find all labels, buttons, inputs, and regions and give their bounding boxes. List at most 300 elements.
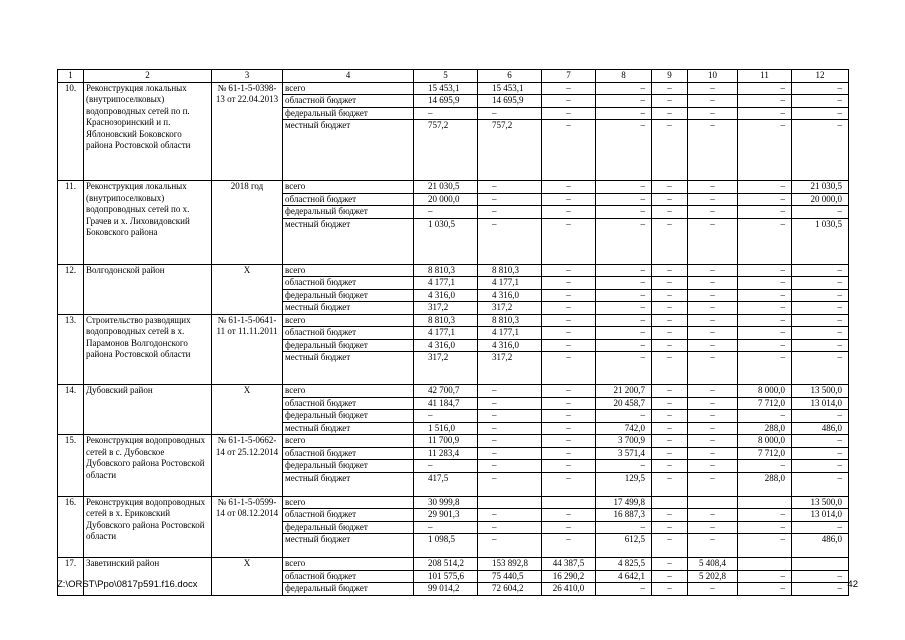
- value-cell: –: [688, 277, 738, 290]
- value-cell: –: [478, 107, 542, 120]
- value-cell: [738, 558, 792, 571]
- funding-source: местный бюджет: [283, 422, 414, 435]
- value-cell: –: [652, 352, 688, 385]
- value-cell: –: [738, 460, 792, 473]
- value-cell: –: [688, 264, 738, 277]
- value-cell: –: [542, 385, 596, 398]
- funding-source: местный бюджет: [283, 120, 414, 181]
- value-cell: 4 316,0: [478, 289, 542, 302]
- value-cell: 4 177,1: [478, 327, 542, 340]
- value-cell: 29 901,3: [414, 509, 478, 522]
- value-cell: –: [542, 410, 596, 423]
- funding-source: федеральный бюджет: [283, 107, 414, 120]
- value-cell: –: [688, 302, 738, 315]
- value-cell: –: [792, 289, 849, 302]
- value-cell: –: [738, 289, 792, 302]
- value-cell: 99 014,2: [414, 583, 478, 596]
- value-cell: –: [688, 339, 738, 352]
- row-number: 17.: [58, 558, 84, 596]
- value-cell: 153 892,8: [478, 558, 542, 571]
- funding-source: всего: [283, 558, 414, 571]
- value-cell: –: [596, 82, 652, 95]
- value-cell: –: [738, 302, 792, 315]
- row-number: 11.: [58, 181, 84, 265]
- value-cell: 317,2: [478, 302, 542, 315]
- funding-source: федеральный бюджет: [283, 460, 414, 473]
- funding-source: областной бюджет: [283, 397, 414, 410]
- row-number: 14.: [58, 385, 84, 435]
- value-cell: –: [792, 583, 849, 596]
- page-number: 42: [847, 579, 858, 590]
- value-cell: 42 700,7: [414, 385, 478, 398]
- value-cell: –: [652, 82, 688, 95]
- value-cell: –: [478, 397, 542, 410]
- value-cell: –: [738, 95, 792, 108]
- value-cell: 41 184,7: [414, 397, 478, 410]
- value-cell: 8 000,0: [738, 435, 792, 448]
- value-cell: 4 825,5: [596, 558, 652, 571]
- value-cell: –: [688, 107, 738, 120]
- value-cell: –: [652, 385, 688, 398]
- value-cell: 13 500,0: [792, 496, 849, 509]
- value-cell: 14 695,9: [478, 95, 542, 108]
- value-cell: –: [688, 583, 738, 596]
- value-cell: –: [596, 410, 652, 423]
- value-cell: 30 999,8: [414, 496, 478, 509]
- table-header: [58, 70, 849, 83]
- value-cell: 4 177,1: [414, 327, 478, 340]
- value-cell: –: [596, 289, 652, 302]
- value-cell: 8 810,3: [478, 314, 542, 327]
- value-cell: –: [652, 264, 688, 277]
- value-cell: 11 283,4: [414, 447, 478, 460]
- value-cell: –: [596, 107, 652, 120]
- value-cell: –: [542, 314, 596, 327]
- value-cell: –: [688, 422, 738, 435]
- value-cell: –: [478, 509, 542, 522]
- value-cell: –: [792, 460, 849, 473]
- value-cell: [792, 558, 849, 571]
- value-cell: 757,2: [414, 120, 478, 181]
- value-cell: 13 014,0: [792, 509, 849, 522]
- funding-source: всего: [283, 314, 414, 327]
- funding-source: местный бюджет: [283, 534, 414, 558]
- funding-source: областной бюджет: [283, 447, 414, 460]
- row-name: Заветинский район: [84, 558, 212, 596]
- value-cell: 317,2: [414, 302, 478, 315]
- value-cell: –: [652, 397, 688, 410]
- row-name: Дубовский район: [84, 385, 212, 435]
- value-cell: 5 408,4: [688, 558, 738, 571]
- funding-source: федеральный бюджет: [283, 410, 414, 423]
- funding-source: областной бюджет: [283, 570, 414, 583]
- table-row: [58, 82, 849, 95]
- header-cell: 3: [212, 70, 283, 83]
- value-cell: –: [542, 509, 596, 522]
- funding-source: всего: [283, 264, 414, 277]
- value-cell: –: [542, 302, 596, 315]
- funding-source: федеральный бюджет: [283, 206, 414, 219]
- table-row: [58, 385, 849, 398]
- value-cell: 1 030,5: [792, 218, 849, 264]
- funding-source: всего: [283, 496, 414, 509]
- value-cell: –: [738, 534, 792, 558]
- value-cell: 20 458,7: [596, 397, 652, 410]
- value-cell: 5 202,8: [688, 570, 738, 583]
- value-cell: –: [738, 277, 792, 290]
- value-cell: [738, 496, 792, 509]
- value-cell: –: [542, 193, 596, 206]
- value-cell: –: [738, 193, 792, 206]
- value-cell: –: [596, 583, 652, 596]
- value-cell: 20 000,0: [792, 193, 849, 206]
- funding-source: всего: [283, 385, 414, 398]
- value-cell: –: [652, 95, 688, 108]
- value-cell: –: [596, 314, 652, 327]
- value-cell: –: [542, 82, 596, 95]
- value-cell: –: [414, 107, 478, 120]
- value-cell: –: [542, 181, 596, 194]
- value-cell: 288,0: [738, 422, 792, 435]
- value-cell: –: [738, 107, 792, 120]
- value-cell: –: [652, 509, 688, 522]
- value-cell: –: [688, 327, 738, 340]
- value-cell: –: [738, 509, 792, 522]
- value-cell: –: [596, 339, 652, 352]
- value-cell: –: [738, 521, 792, 534]
- value-cell: 20 000,0: [414, 193, 478, 206]
- value-cell: –: [478, 410, 542, 423]
- value-cell: –: [688, 193, 738, 206]
- value-cell: 208 514,2: [414, 558, 478, 571]
- value-cell: –: [792, 264, 849, 277]
- value-cell: –: [596, 193, 652, 206]
- value-cell: –: [688, 82, 738, 95]
- row-name: Строительство разводящих водопроводных сетей в х. Парамонов Волгодонского района Ростовской области: [84, 314, 212, 385]
- budget-table: [57, 69, 849, 596]
- funding-source: областной бюджет: [283, 277, 414, 290]
- value-cell: –: [596, 206, 652, 219]
- value-cell: –: [478, 193, 542, 206]
- header-cell: 2: [84, 70, 212, 83]
- header-row: [58, 70, 849, 83]
- value-cell: –: [652, 583, 688, 596]
- value-cell: –: [688, 314, 738, 327]
- value-cell: –: [792, 206, 849, 219]
- value-cell: 4 177,1: [414, 277, 478, 290]
- value-cell: –: [688, 410, 738, 423]
- value-cell: 21 030,5: [414, 181, 478, 194]
- value-cell: –: [652, 558, 688, 571]
- value-cell: 1 030,5: [414, 218, 478, 264]
- value-cell: –: [738, 352, 792, 385]
- value-cell: –: [478, 385, 542, 398]
- value-cell: –: [792, 277, 849, 290]
- value-cell: –: [542, 120, 596, 181]
- value-cell: –: [792, 120, 849, 181]
- header-cell: 10: [688, 70, 738, 83]
- value-cell: –: [596, 95, 652, 108]
- value-cell: –: [738, 583, 792, 596]
- value-cell: –: [688, 352, 738, 385]
- value-cell: –: [652, 435, 688, 448]
- value-cell: –: [792, 314, 849, 327]
- value-cell: –: [542, 447, 596, 460]
- funding-source: федеральный бюджет: [283, 289, 414, 302]
- funding-source: всего: [283, 435, 414, 448]
- value-cell: –: [738, 327, 792, 340]
- value-cell: –: [652, 570, 688, 583]
- value-cell: –: [738, 410, 792, 423]
- value-cell: 21 200,7: [596, 385, 652, 398]
- row-name: Реконструкция локальных (внутрипоселковых) водопроводных сетей по х. Грачев и х. Лиховидовский Боковского района: [84, 181, 212, 265]
- funding-source: местный бюджет: [283, 472, 414, 496]
- value-cell: –: [652, 218, 688, 264]
- value-cell: –: [542, 435, 596, 448]
- value-cell: –: [542, 107, 596, 120]
- value-cell: –: [596, 460, 652, 473]
- table-row: [58, 496, 849, 509]
- header-cell: 12: [792, 70, 849, 83]
- value-cell: –: [542, 521, 596, 534]
- funding-source: федеральный бюджет: [283, 583, 414, 596]
- value-cell: 101 575,6: [414, 570, 478, 583]
- value-cell: 4 642,1: [596, 570, 652, 583]
- value-cell: –: [478, 472, 542, 496]
- value-cell: –: [542, 460, 596, 473]
- value-cell: –: [792, 570, 849, 583]
- value-cell: –: [478, 521, 542, 534]
- value-cell: –: [688, 181, 738, 194]
- funding-source: местный бюджет: [283, 218, 414, 264]
- value-cell: –: [652, 120, 688, 181]
- value-cell: –: [688, 460, 738, 473]
- value-cell: 317,2: [478, 352, 542, 385]
- header-cell: 6: [478, 70, 542, 83]
- value-cell: –: [792, 410, 849, 423]
- value-cell: –: [542, 289, 596, 302]
- value-cell: –: [542, 422, 596, 435]
- value-cell: –: [542, 95, 596, 108]
- row-document: № 61-1-5-0599-14 от 08.12.2014: [212, 496, 283, 558]
- value-cell: –: [738, 181, 792, 194]
- value-cell: [478, 496, 542, 509]
- value-cell: –: [688, 218, 738, 264]
- value-cell: –: [688, 447, 738, 460]
- value-cell: –: [652, 181, 688, 194]
- row-name: Реконструкция водопроводных сетей в с. Дубовское Дубовского района Ростовской области: [84, 435, 212, 497]
- value-cell: –: [688, 472, 738, 496]
- value-cell: –: [652, 339, 688, 352]
- row-number: 13.: [58, 314, 84, 385]
- funding-source: всего: [283, 181, 414, 194]
- row-document: № 61-1-5-0662-14 от 25.12.2014: [212, 435, 283, 497]
- value-cell: –: [738, 82, 792, 95]
- value-cell: –: [652, 460, 688, 473]
- value-cell: –: [792, 95, 849, 108]
- value-cell: [652, 496, 688, 509]
- row-number: 12.: [58, 264, 84, 314]
- value-cell: –: [652, 107, 688, 120]
- value-cell: 8 000,0: [738, 385, 792, 398]
- value-cell: –: [688, 385, 738, 398]
- row-document: № 61-1-5-0398-13 от 22.04.2013: [212, 82, 283, 181]
- row-document: Х: [212, 264, 283, 314]
- value-cell: 17 499,8: [596, 496, 652, 509]
- row-name: Волгодонской район: [84, 264, 212, 314]
- value-cell: –: [478, 181, 542, 194]
- table-body: [58, 82, 849, 595]
- value-cell: –: [414, 460, 478, 473]
- row-document: № 61-1-5-0641-11 от 11.11.2011: [212, 314, 283, 385]
- value-cell: [688, 496, 738, 509]
- value-cell: [542, 496, 596, 509]
- value-cell: 8 810,3: [414, 314, 478, 327]
- header-cell: 1: [58, 70, 84, 83]
- value-cell: 15 453,1: [414, 82, 478, 95]
- table-row: [58, 181, 849, 194]
- value-cell: –: [792, 82, 849, 95]
- value-cell: 16 887,3: [596, 509, 652, 522]
- value-cell: 4 316,0: [414, 339, 478, 352]
- funding-source: областной бюджет: [283, 193, 414, 206]
- value-cell: 3 700,9: [596, 435, 652, 448]
- value-cell: 288,0: [738, 472, 792, 496]
- value-cell: 612,5: [596, 534, 652, 558]
- header-cell: 4: [283, 70, 414, 83]
- value-cell: –: [688, 534, 738, 558]
- value-cell: –: [542, 352, 596, 385]
- value-cell: –: [792, 352, 849, 385]
- funding-source: местный бюджет: [283, 302, 414, 315]
- value-cell: –: [652, 314, 688, 327]
- value-cell: –: [792, 327, 849, 340]
- value-cell: –: [688, 206, 738, 219]
- value-cell: –: [542, 339, 596, 352]
- row-name: Реконструкция локальных (внутрипоселковых) водопроводных сетей по п. Краснозоринский и п. Яблоновский Боковского района Ростовской области: [84, 82, 212, 181]
- value-cell: 13 500,0: [792, 385, 849, 398]
- value-cell: –: [652, 277, 688, 290]
- value-cell: 26 410,0: [542, 583, 596, 596]
- value-cell: –: [414, 206, 478, 219]
- value-cell: –: [688, 120, 738, 181]
- value-cell: –: [596, 352, 652, 385]
- value-cell: –: [652, 472, 688, 496]
- value-cell: –: [652, 422, 688, 435]
- value-cell: 15 453,1: [478, 82, 542, 95]
- row-document: 2018 год: [212, 181, 283, 265]
- funding-source: федеральный бюджет: [283, 521, 414, 534]
- funding-source: федеральный бюджет: [283, 339, 414, 352]
- row-number: 15.: [58, 435, 84, 497]
- value-cell: –: [478, 460, 542, 473]
- value-cell: –: [688, 509, 738, 522]
- value-cell: –: [688, 435, 738, 448]
- value-cell: 3 571,4: [596, 447, 652, 460]
- value-cell: –: [652, 206, 688, 219]
- value-cell: –: [792, 302, 849, 315]
- value-cell: –: [542, 277, 596, 290]
- value-cell: –: [738, 570, 792, 583]
- value-cell: –: [738, 264, 792, 277]
- value-cell: 1 098,5: [414, 534, 478, 558]
- value-cell: –: [792, 472, 849, 496]
- value-cell: 75 440,5: [478, 570, 542, 583]
- value-cell: 14 695,9: [414, 95, 478, 108]
- value-cell: –: [542, 397, 596, 410]
- value-cell: –: [738, 314, 792, 327]
- value-cell: 742,0: [596, 422, 652, 435]
- funding-source: областной бюджет: [283, 95, 414, 108]
- value-cell: –: [478, 447, 542, 460]
- row-document: Х: [212, 385, 283, 435]
- value-cell: 21 030,5: [792, 181, 849, 194]
- value-cell: –: [542, 327, 596, 340]
- table-row: [58, 435, 849, 448]
- value-cell: 7 712,0: [738, 447, 792, 460]
- funding-source: местный бюджет: [283, 352, 414, 385]
- value-cell: 757,2: [478, 120, 542, 181]
- value-cell: –: [478, 206, 542, 219]
- value-cell: 1 516,0: [414, 422, 478, 435]
- header-cell: 7: [542, 70, 596, 83]
- value-cell: 4 177,1: [478, 277, 542, 290]
- header-cell: 5: [414, 70, 478, 83]
- value-cell: –: [414, 410, 478, 423]
- value-cell: –: [596, 302, 652, 315]
- value-cell: –: [414, 521, 478, 534]
- row-name: Реконструкция водопроводных сетей в х. Ериковский Дубовского района Ростовской области: [84, 496, 212, 558]
- value-cell: –: [688, 397, 738, 410]
- value-cell: –: [542, 264, 596, 277]
- value-cell: –: [596, 264, 652, 277]
- value-cell: –: [792, 339, 849, 352]
- value-cell: –: [738, 339, 792, 352]
- value-cell: –: [652, 534, 688, 558]
- value-cell: –: [652, 193, 688, 206]
- value-cell: –: [652, 302, 688, 315]
- value-cell: –: [542, 206, 596, 219]
- value-cell: 417,5: [414, 472, 478, 496]
- value-cell: –: [652, 327, 688, 340]
- value-cell: –: [596, 181, 652, 194]
- value-cell: –: [542, 218, 596, 264]
- funding-source: областной бюджет: [283, 509, 414, 522]
- document-path: Z:\ORST\Ppo\0817p591.f16.docx: [57, 579, 198, 590]
- value-cell: –: [688, 521, 738, 534]
- value-cell: –: [792, 521, 849, 534]
- value-cell: –: [542, 472, 596, 496]
- value-cell: –: [738, 218, 792, 264]
- table-row: [58, 558, 849, 571]
- value-cell: 317,2: [414, 352, 478, 385]
- value-cell: 13 014,0: [792, 397, 849, 410]
- value-cell: 8 810,3: [414, 264, 478, 277]
- value-cell: 486,0: [792, 422, 849, 435]
- row-number: 16.: [58, 496, 84, 558]
- header-cell: 8: [596, 70, 652, 83]
- value-cell: –: [792, 107, 849, 120]
- funding-source: всего: [283, 82, 414, 95]
- value-cell: –: [738, 120, 792, 181]
- value-cell: –: [688, 289, 738, 302]
- value-cell: –: [652, 447, 688, 460]
- value-cell: 44 387,5: [542, 558, 596, 571]
- value-cell: –: [596, 277, 652, 290]
- value-cell: 16 290,2: [542, 570, 596, 583]
- value-cell: –: [478, 218, 542, 264]
- table-row: [58, 314, 849, 327]
